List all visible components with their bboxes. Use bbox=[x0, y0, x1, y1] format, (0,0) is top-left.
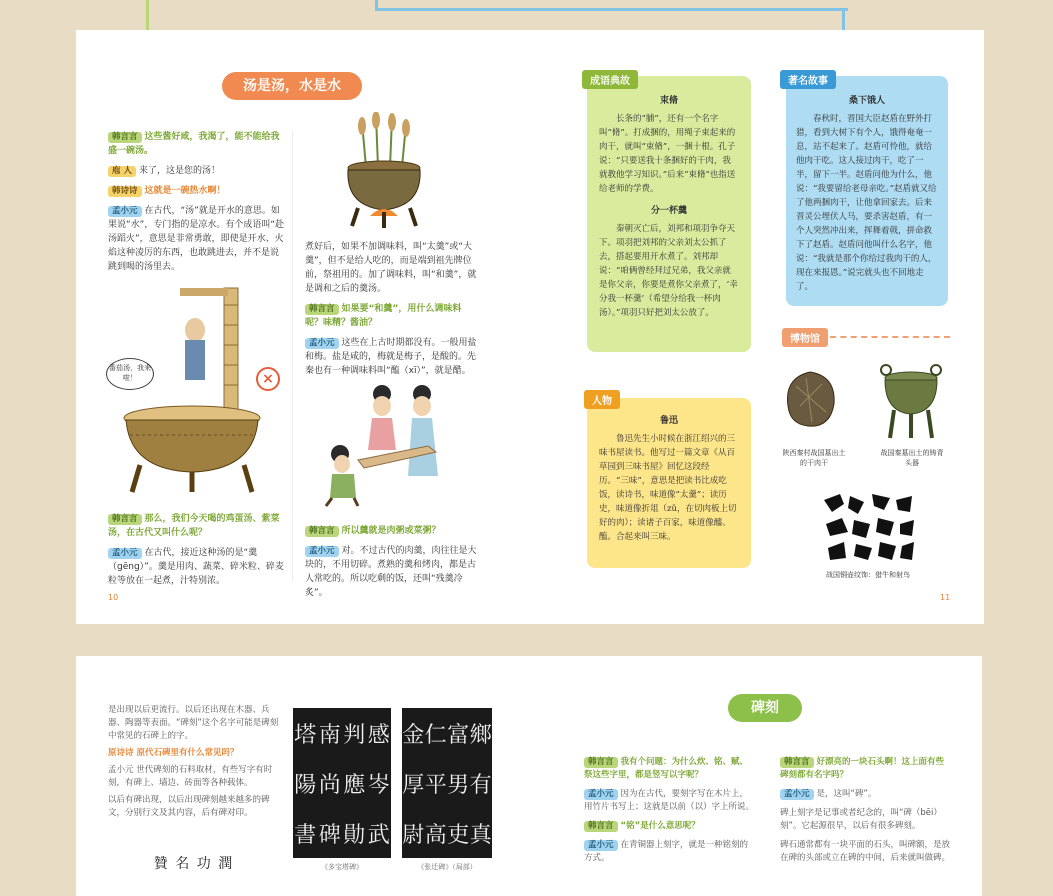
paragraph: 煮好后，如果不加调味料，叫“太羹”或“大羹”，但不是给人吃的，而是端到祖先牌位前，祭祖用的。加了调味料，叫“和羹”，就是调和之后的羹汤。 bbox=[305, 242, 477, 294]
answer-line: 孟小元 世代碑刻的石料取材，有些写字有时刻，有碑上、墙边、砖面等各种载体。 bbox=[108, 765, 273, 788]
card-heading: 分一杯羹 bbox=[650, 206, 687, 216]
rubbing-char: 武 bbox=[367, 822, 390, 848]
speaker-tag: 庖 人 bbox=[108, 166, 136, 177]
grain-pot-illustration bbox=[340, 112, 426, 230]
dialog-block-1 bbox=[108, 130, 284, 274]
paragraph: 是出现以后更流行。以后还出现在木器、兵器、陶器等表面。“碑刻”这个名字可能是碑刻中常见的石碑上的字。 bbox=[108, 705, 279, 741]
rubbing-char: 岑 bbox=[367, 772, 390, 798]
speaker-tag: 韩言言 bbox=[780, 757, 814, 768]
card-paragraph: 秦朝灭亡后，刘邦和项羽争夺天下。项羽把刘邦的父亲刘太公抓了去，搭起要用开水煮了。刘邦却说：“咱俩曾经拜过兄弟，我父亲就是你父亲，你要是煮你父亲煮了，‘幸分我一杯羹’（希望分给我一杯肉汤）。”项羽只好把刘太公放了。 bbox=[599, 224, 738, 318]
dialog-text: 我有个问题：为什么炊、铭、赋、祭这些字里，都是竖写以字呢？ bbox=[584, 757, 749, 780]
card-heading: 桑下饿人 bbox=[848, 96, 885, 106]
dialog-text: 在古代，“汤”就是开水的意思。如果说“水”，专门指的是凉水。有个成语叫“赴汤蹈火”，意思是非常勇敢，即使是开水、火焰这种凌厉的东西，也敢跳进去，并不是说跳到喝的汤里去。 bbox=[108, 206, 284, 272]
speaker-tag: 孟小元 bbox=[305, 546, 339, 557]
rubbing-char: 潤 bbox=[218, 856, 233, 872]
dialog-line bbox=[584, 788, 756, 814]
speaker-tag: 韩言言 bbox=[305, 304, 339, 315]
rubbing-zhangqian-stele bbox=[402, 708, 492, 858]
rubbing-char: 有 bbox=[469, 772, 492, 798]
dialog-text: 这些在上古时期都没有。一般用盐和梅。盐是咸的，梅就是梅子，是酸的。先秦也有一种调味料叫“醢（xī）”，就是醋。 bbox=[305, 338, 477, 376]
rubbing-char: 名 bbox=[175, 856, 190, 872]
rubbing-char: 贊 bbox=[153, 856, 168, 872]
museum-ribbon: 博物馆 bbox=[782, 328, 828, 347]
dialog-text: 如果要“和羹”，用什么调味料呢？味精？酱油？ bbox=[305, 304, 462, 328]
dialog-text: 来了，这是您的汤！ bbox=[138, 166, 220, 176]
story-card bbox=[786, 76, 948, 306]
museum-caption-2: 战国秦墓出土的铸青头器 bbox=[880, 449, 944, 467]
dialog-block-2 bbox=[108, 512, 284, 588]
rubbing-char: 金 bbox=[402, 722, 425, 748]
dialog-text: 那么，我们今天喝的鸡蛋汤、紫菜汤，在古代又叫什么呢？ bbox=[108, 514, 280, 538]
card-paragraph: 长条的“脯”，还有一个名字叫“脩”。打成捆的，用绳子束起来的肉干，就叫“束脩”，一捆十根。孔子说：“只要送我十条捆好的干肉，我就教他学习知识。”后来“束脩”也指送给老师的学费。 bbox=[599, 114, 736, 194]
bronze-pattern-artifact-image bbox=[820, 490, 916, 564]
bottom-left-text bbox=[108, 704, 284, 820]
dialog-line bbox=[305, 524, 477, 538]
middle-text-block-2 bbox=[305, 524, 477, 600]
page-number-right: 11 bbox=[940, 593, 951, 602]
rubbing-char: 判 bbox=[343, 722, 366, 748]
question-line: 原诗诗 原代石碑里有什么常见吗？ bbox=[108, 748, 239, 758]
story-ribbon: 著名故事 bbox=[780, 70, 836, 89]
dialog-line bbox=[108, 546, 284, 588]
rubbing-char: 富 bbox=[447, 722, 470, 748]
speaker-tag: 孟小元 bbox=[108, 206, 142, 217]
dialog-text: 在青铜器上刻字，就是一种铭刻的方式。 bbox=[584, 840, 749, 863]
rubbing-caption-2: 《张迁碑》（局部） bbox=[417, 863, 477, 871]
dialog-line bbox=[584, 820, 756, 833]
dialog-line bbox=[305, 336, 477, 378]
rubbing-char: 塔 bbox=[294, 722, 317, 748]
person-ribbon: 人物 bbox=[584, 390, 620, 409]
bottom-dialog-col-2 bbox=[780, 756, 952, 865]
dialog-text: “铭”是什么意思呢？ bbox=[620, 821, 700, 831]
decor-line-blue bbox=[375, 0, 848, 11]
dialog-line bbox=[108, 130, 284, 158]
page-title: 汤是汤，水是水 bbox=[222, 72, 362, 100]
rubbing-char: 鄉 bbox=[469, 722, 492, 748]
speaker-tag: 韩诗诗 bbox=[108, 186, 142, 197]
dialog-line bbox=[584, 839, 756, 865]
dialog-line bbox=[584, 756, 756, 782]
page-number-left: 10 bbox=[108, 593, 119, 602]
wrong-mark-text: × bbox=[262, 371, 274, 387]
wrong-mark-icon bbox=[256, 367, 280, 391]
middle-text-block bbox=[305, 240, 477, 378]
rubbing-char: 尚 bbox=[318, 772, 341, 798]
speaker-tag: 韩言言 bbox=[305, 526, 339, 537]
rubbing-char: 碑 bbox=[318, 822, 341, 848]
rubbing-char: 功 bbox=[196, 856, 211, 872]
dialog-text: 在古代，接近这种汤的是“羹（gēng）”。羹是用肉、蔬菜、碎米粒、碎麦粒等放在一起煮，汁特别浓。 bbox=[108, 548, 284, 586]
speaker-tag: 孟小元 bbox=[305, 338, 339, 349]
rubbing-char: 高 bbox=[424, 822, 447, 848]
bubble-text: 番茄汤，我来啦！ bbox=[109, 364, 151, 382]
dialog-text: 对。不过古代的肉羹，肉往往是大块的，不用切碎。煮熟的羹和烤肉，都是古人常吃的。所以吃剩的饭，还叫“残羹冷炙”。 bbox=[305, 546, 477, 598]
rubbing-char: 尉 bbox=[402, 822, 425, 848]
dialog-text: 是，这叫“碑”。 bbox=[816, 789, 877, 799]
dialog-text: 所以羹就是肉粥或菜粥？ bbox=[341, 526, 441, 536]
paragraph: 碑上刻字是记事或者纪念的，叫“碑（bēi）刻”。它起源很早，以后有很多碑刻。 bbox=[780, 808, 942, 831]
speaker-tag: 韩言言 bbox=[584, 821, 618, 832]
card-heading: 束脩 bbox=[659, 96, 678, 106]
bronze-vessel-artifact-image bbox=[880, 360, 942, 440]
children-eating-illustration bbox=[318, 380, 458, 510]
paragraph: 以后有碑出现，以后出现碑刻越来越多的碑文，分别行文及其内容，后有碑对印。 bbox=[108, 795, 270, 818]
dialog-text: 因为在古代，要刻字写在木片上，用竹片书写上；这就是以前（以）字上所说。 bbox=[584, 789, 755, 812]
section-title-badge bbox=[728, 694, 802, 722]
dialog-line bbox=[780, 756, 952, 782]
rubbing-char: 男 bbox=[447, 772, 470, 798]
speaker-tag: 孟小元 bbox=[584, 840, 618, 851]
person-card bbox=[587, 398, 751, 568]
dialog-line bbox=[305, 544, 477, 600]
speaker-tag: 韩言言 bbox=[108, 514, 142, 525]
rubbing-char: 厚 bbox=[402, 772, 425, 798]
paragraph: 碑石通常都有一块平面的石头，叫碑额，是放在碑的头部或立在碑的中间，后来就叫做碑。 bbox=[780, 840, 951, 863]
dialog-text: 这就是一碗热水啊！ bbox=[144, 186, 226, 196]
bottom-dialog-col-1 bbox=[584, 756, 756, 865]
dialog-line bbox=[780, 788, 952, 801]
speaker-tag: 韩言言 bbox=[108, 132, 142, 143]
speaker-tag: 孟小元 bbox=[780, 789, 814, 800]
museum-caption-3: 战国铜壶纹饰：猎牛和射鸟 bbox=[826, 571, 910, 579]
idiom-ribbon: 成语典故 bbox=[582, 70, 638, 89]
museum-caption-1: 陕西秦村战国墓出土的干肉干 bbox=[782, 449, 846, 467]
rubbing-char: 感 bbox=[367, 722, 390, 748]
rubbing-char: 書 bbox=[294, 822, 317, 848]
dialog-line bbox=[305, 302, 477, 330]
rubbing-duobao-stele bbox=[293, 708, 391, 858]
rubbing-caption-1: 《多宝塔碑》 bbox=[321, 863, 363, 871]
dialog-line bbox=[108, 204, 284, 274]
section-title: 碑刻 bbox=[751, 700, 779, 716]
rubbing-char: 仁 bbox=[424, 722, 447, 748]
rubbing-char: 陽 bbox=[294, 772, 317, 798]
dialog-text: 好漂亮的一块石头啊！这上面有些碑刻都有名字吗？ bbox=[780, 757, 945, 780]
column-divider bbox=[292, 130, 293, 582]
rubbing-char: 吏 bbox=[447, 822, 470, 848]
rubbing-char: 南 bbox=[318, 722, 341, 748]
dialog-line bbox=[108, 164, 284, 178]
card-paragraph: 鲁迅先生小时候在浙江绍兴的三味书屋读书。他写过一篇文章《从百草园到三味书屋》回忆这段经历。“三味”，意思是把读书比成吃饭，读诗书，味道像“太羹”；读历史，味道像折俎（zǔ，在切肉板上切好的肉）；读诸子百家，味道像醯、醢。合起来叫三味。 bbox=[599, 434, 737, 542]
dried-meat-artifact-image bbox=[782, 366, 840, 432]
card-paragraph: 春秋时，晋国大臣赵盾在野外打猎，看到大树下有个人，饿得奄奄一息，站不起来了。赵盾可怜他，就给他肉干吃。这人接过肉干，吃了一半，留下一半。赵盾问他为什么，他说：“我要留给老母亲吃。”赵盾就又给了他两捆肉干，让他拿回家去。后来晋灵公埋伏人马，要杀害赵盾，有一个人突然冲出来，挥舞着戟，拼命救下了赵盾。赵盾问他叫什么名字，他说：“我就是那个你给过我肉干的人，现在来报恩。”说完就头也不回地走了。 bbox=[796, 114, 937, 292]
dialog-line bbox=[108, 184, 284, 198]
rubbing-char: 應 bbox=[343, 772, 366, 798]
rubbing-small-inscription bbox=[150, 846, 236, 880]
speaker-tag: 韩言言 bbox=[584, 757, 618, 768]
dialog-text: 这些酱好咸，我渴了，能不能给我盛一碗汤。 bbox=[108, 132, 280, 156]
speech-bubble bbox=[106, 358, 154, 390]
speaker-tag: 孟小元 bbox=[584, 789, 618, 800]
dialog-line bbox=[108, 512, 284, 540]
rubbing-char: 勛 bbox=[343, 822, 366, 848]
rubbing-char: 真 bbox=[469, 822, 492, 848]
idiom-card bbox=[587, 76, 751, 352]
rubbing-char: 平 bbox=[424, 772, 447, 798]
museum-dashed-line bbox=[830, 336, 950, 338]
card-heading: 鲁迅 bbox=[659, 416, 678, 426]
speaker-tag: 孟小元 bbox=[108, 548, 142, 559]
